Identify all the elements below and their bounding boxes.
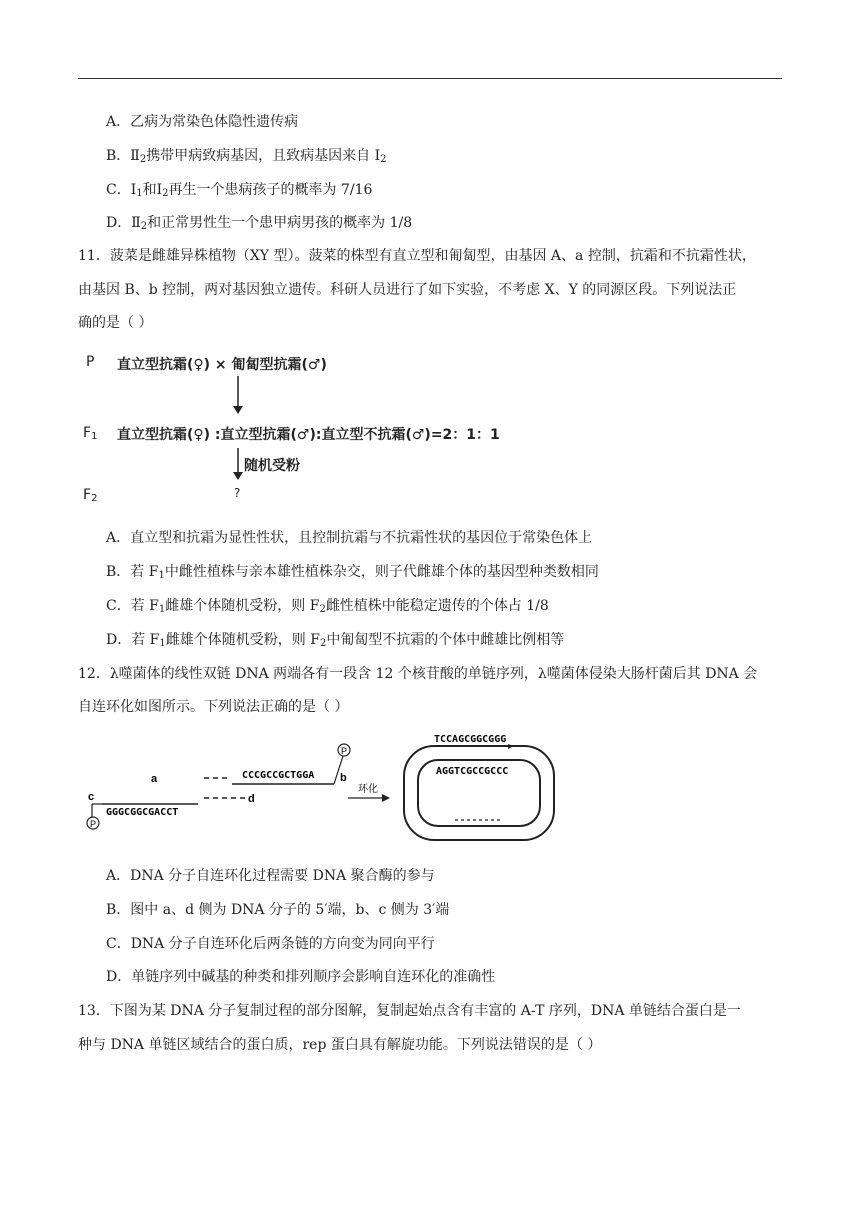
- parent-cross: 直立型抗霜(♀) × 匍匐型抗霜(♂): [117, 357, 327, 373]
- f2-result: ?: [234, 486, 241, 500]
- generation-f1-label: $F_1$: [83, 425, 98, 442]
- q12-option-c: C．DNA 分子自连环化后两条链的方向变为同向平行: [106, 936, 435, 952]
- header-rule: [78, 78, 782, 79]
- q12-option-b: B．图中 a、d 侧为 DNA 分子的 5′端，b、c 侧为 3′端: [106, 902, 450, 918]
- q11-stem-line-2: 由基因 B、b 控制，两对基因独立遗传。科研人员进行了如下实验，不考虑 X、Y 的同源区段。下列说法正: [78, 282, 737, 298]
- q12-option-a: A．DNA 分子自连环化过程需要 DNA 聚合酶的参与: [106, 868, 435, 884]
- bottom-sequence: GGGCGGCGACCT: [106, 807, 179, 818]
- end-label-b: b: [340, 772, 347, 784]
- circularize-label: 环化: [358, 784, 378, 795]
- end-label-c: c: [88, 791, 95, 803]
- q11-option-a: A．直立型和抗霜为显性性状，且控制抗霜与不抗霜性状的基因位于常染色体上: [106, 530, 593, 546]
- dna-circularization-figure: [80, 730, 560, 845]
- q12-stem-line-1: 12．λ噬菌体的线性双链 DNA 两端各有一段含 12 个核苷酸的单链序列，λ噬菌体侵染大肠杆菌后其 DNA 会: [78, 666, 758, 682]
- q11-option-b: B．若 $F_1$中雌性植株与亲本雄性植株杂交，则子代雌雄个体的基因型种类数相同: [106, 564, 599, 581]
- q12-stem-line-2: 自连环化如图所示。下列说法正确的是（ ）: [78, 699, 349, 715]
- q13-stem-line-2: 种与 DNA 单链区域结合的蛋白质，rep 蛋白具有解旋功能。下列说法错误的是（ ）: [78, 1037, 602, 1053]
- q11-stem-line-3: 确的是（ ）: [78, 315, 153, 331]
- q10-option-b: B．$Ⅱ_2$携带甲病致病基因，且致病基因来自 $I_2$: [106, 148, 387, 165]
- generation-p-label: P: [86, 354, 95, 370]
- random-pollination-label: 随机受粉: [244, 458, 300, 474]
- top-sequence: CCCGCCGCTGGA: [242, 770, 315, 781]
- q10-option-d: D．$Ⅱ_2$和正常男性生一个患甲病男孩的概率为 1/8: [106, 215, 413, 232]
- ring-outer-sequence: TCCAGCGGCGGG: [434, 734, 507, 745]
- phosphate-label-top: P: [340, 746, 348, 756]
- q10-option-c: C．$Ⅰ_1$和$Ⅰ_2$再生一个患病孩子的概率为 7/16: [106, 182, 373, 199]
- q12-option-d: D．单链序列中碱基的种类和排列顺序会影响自连环化的准确性: [106, 969, 496, 985]
- arrow-head-icon: [382, 794, 390, 802]
- q13-stem-line-1: 13．下图为某 DNA 分子复制过程的部分图解，复制起始点含有丰富的 A-T 序列，DNA 单链结合蛋白是一: [78, 1003, 741, 1019]
- q11-stem-line-1: 11．菠菜是雌雄异株植物（XY 型）。菠菜的株型有直立型和匍匐型，由基因 A、a 控制，抗霜和不抗霜性状，: [78, 248, 756, 264]
- q11-option-c: C．若 $F_1$雌雄个体随机受粉，则 $F_2$雌性植株中能稳定遗传的个体占 1/8: [106, 598, 549, 615]
- end-label-a: a: [151, 773, 158, 785]
- q10-option-a: A．乙病为常染色体隐性遗传病: [106, 114, 299, 130]
- end-label-d: d: [248, 793, 255, 805]
- q11-option-d: D．若 $F_1$雌雄个体随机受粉，则 $F_2$中匍匐型不抗霜的个体中雌雄比例相等: [106, 632, 565, 649]
- f1-result: 直立型抗霜(♀) :直立型抗霜(♂):直立型不抗霜(♂)=2：1：1: [117, 427, 500, 443]
- generation-f2-label: $F_2$: [83, 487, 98, 504]
- ring-inner-sequence: AGGTCGCCGCCC: [436, 766, 509, 777]
- phosphate-label-bottom: P: [89, 819, 97, 829]
